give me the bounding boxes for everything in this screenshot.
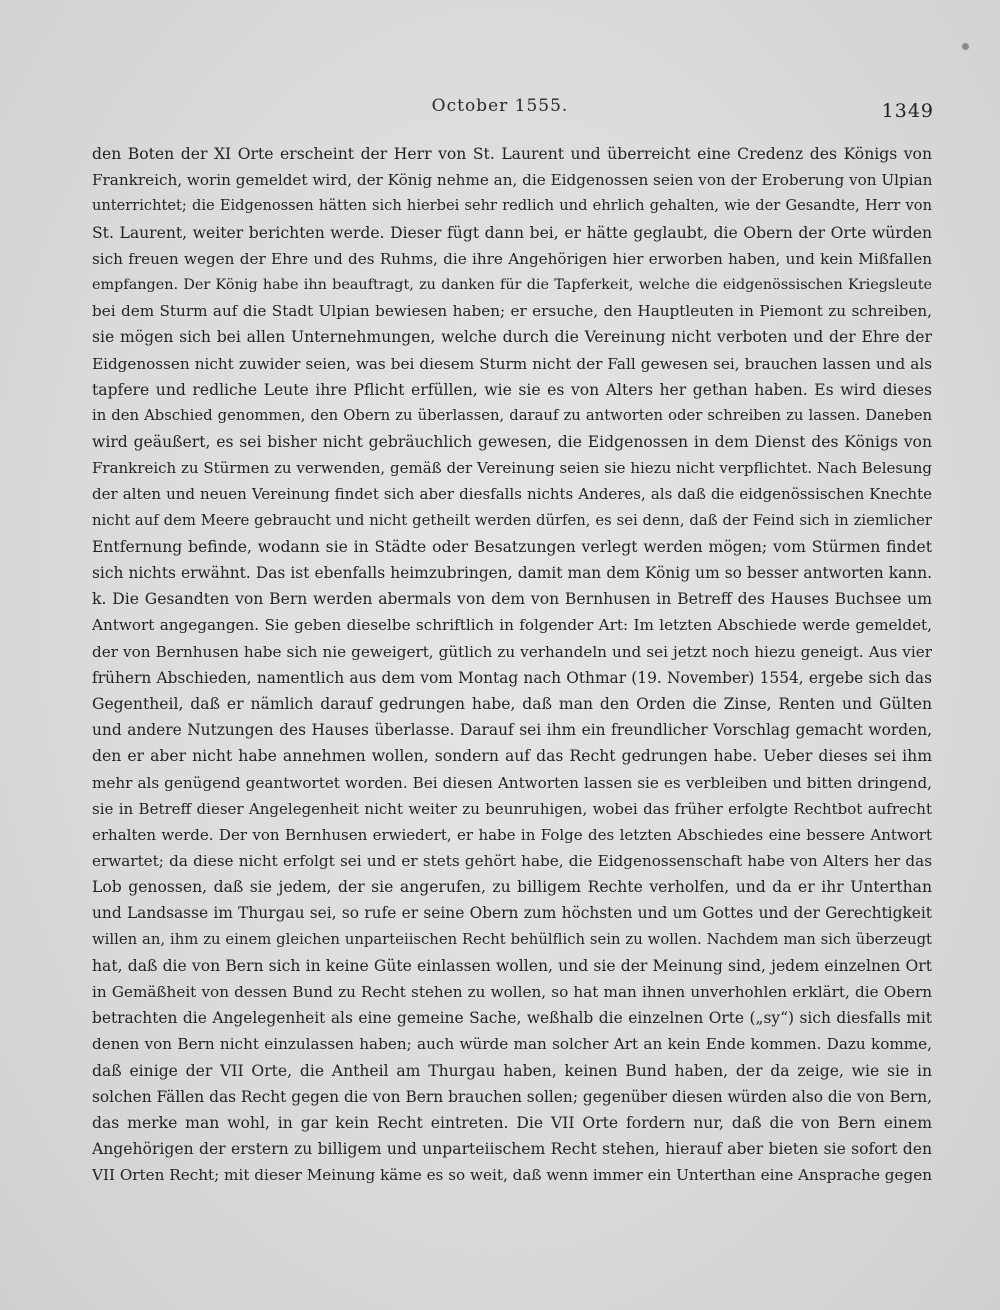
text-line: Frankreich, worin gemeldet wird, der König nehme an, die Eidgenossen seien von der Eroberung von Ulpian	[92, 171, 932, 190]
text-line: Frankreich zu Stürmen zu verwenden, gemäß der Vereinung seien sie hiezu nicht verpflichtet. Nach Belesung	[92, 459, 932, 478]
text-line: Entfernung befinde, wodann sie in Städte oder Besatzungen verlegt werden mögen; vom Stürmen findet	[92, 537, 932, 556]
text-line: nicht auf dem Meere gebraucht und nicht getheilt werden dürfen, es sei denn, daß der Feind sich in ziemlicher	[92, 511, 932, 529]
text-line: in den Abschied genommen, den Obern zu überlassen, darauf zu antworten oder schreiben zu lassen. Daneben	[92, 406, 932, 424]
text-line: solchen Fällen das Recht gegen die von Bern brauchen sollen; gegenüber diesen würden also die von Bern,	[92, 1087, 932, 1106]
text-line: und Landsasse im Thurgau sei, so rufe er seine Obern zum höchsten und um Gottes und der Gerechtigkeit	[92, 904, 932, 923]
text-line: Lob genossen, daß sie jedem, der sie angerufen, zu billigem Rechte verholfen, und da er ihr Unterthan	[92, 878, 932, 897]
text-line: und andere Nutzungen des Hauses überlasse. Darauf sei ihm ein freundlicher Vorschlag gemacht worden,	[92, 721, 932, 740]
text-line: hat, daß die von Bern sich in keine Güte einlassen wollen, und sie der Meinung sind, jedem einzelnen Ort	[92, 956, 932, 975]
text-line: den Boten der XI Orte erscheint der Herr von St. Laurent und überreicht eine Credenz des Königs von	[92, 145, 932, 163]
text-line: den er aber nicht habe annehmen wollen, sondern auf das Recht gedrungen habe. Ueber dieses sei ihm	[92, 747, 932, 766]
running-header-title: October 1555.	[431, 96, 569, 116]
text-line: empfangen. Der König habe ihn beauftragt, zu danken für die Tapferkeit, welche die eidgenössischen Kriegsleute	[92, 276, 932, 293]
text-line: tapfere und redliche Leute ihre Pflicht erfüllen, wie sie es von Alters her gethan haben. Es wird dieses	[92, 380, 932, 399]
text-line: mehr als genügend geantwortet worden. Bei diesen Antworten lassen sie es verbleiben und bitten dringend,	[92, 773, 932, 792]
ink-spot	[962, 43, 969, 50]
text-line: wird geäußert, es sei bisher nicht gebräuchlich gewesen, die Eidgenossen in dem Dienst des Königs von	[92, 433, 932, 452]
text-line: Gegentheil, daß er nämlich darauf gedrungen habe, daß man den Orden die Zinse, Renten und Gülten	[92, 694, 932, 713]
text-line: bei dem Sturm auf die Stadt Ulpian bewiesen haben; er ersuche, den Hauptleuten in Piemont zu schreiben,	[92, 302, 932, 321]
text-line: St. Laurent, weiter berichten werde. Dieser fügt dann bei, er hätte geglaubt, die Obern der Orte würden	[92, 223, 932, 242]
text-line: Eidgenossen nicht zuwider seien, was bei diesem Sturm nicht der Fall gewesen sei, brauchen lassen und als	[92, 354, 932, 373]
text-line: sie mögen sich bei allen Unternehmungen, welche durch die Vereinung nicht verboten und der Ehre der	[92, 328, 932, 347]
text-line: k. Die Gesandten von Bern werden abermals von dem von Bernhusen in Betreff des Hauses Buchsee um	[92, 590, 932, 609]
text-line: Angehörigen der erstern zu billigem und unparteiischem Recht stehen, hierauf aber bieten sie sofort den	[92, 1140, 932, 1159]
text-line: Antwort angegangen. Sie geben dieselbe schriftlich in folgender Art: Im letzten Abschiede werde gemeldet,	[92, 616, 932, 635]
body-text	[92, 141, 932, 1189]
text-line: das merke man wohl, in gar kein Recht eintreten. Die VII Orte fordern nur, daß die von Bern einem	[92, 1113, 932, 1132]
text-line: willen an, ihm zu einem gleichen unparteiischen Recht behülflich sein zu wollen. Nachdem man sich überzeugt	[92, 930, 932, 948]
text-line: frühern Abschieden, namentlich aus dem vom Montag nach Othmar (19. November) 1554, ergebe sich das	[92, 668, 932, 687]
text-line: betrachten die Angelegenheit als eine gemeine Sache, weßhalb die einzelnen Orte („sy“) sich diesfalls mit	[92, 1009, 932, 1028]
text-line: sich freuen wegen der Ehre und des Ruhms, die ihre Angehörigen hier erworben haben, und kein Mißfallen	[92, 249, 932, 268]
text-line: sie in Betreff dieser Angelegenheit nicht weiter zu beunruhigen, wobei das früher erfolgte Rechtbot aufrecht	[92, 799, 932, 818]
text-line: erhalten werde. Der von Bernhusen erwiedert, er habe in Folge des letzten Abschiedes eine bessere Antwort	[92, 825, 932, 844]
text-line: sich nichts erwähnt. Das ist ebenfalls heimzubringen, damit man dem König um so besser antworten kann.	[92, 564, 932, 582]
text-line: in Gemäßheit von dessen Bund zu Recht stehen zu wollen, so hat man ihnen unverhohlen erklärt, die Obern	[92, 983, 932, 1001]
text-line: denen von Bern nicht einzulassen haben; auch würde man solcher Art an kein Ende kommen. Dazu komme,	[92, 1035, 932, 1054]
text-line: unterrichtet; die Eidgenossen hätten sich hierbei sehr redlich und ehrlich gehalten, wie der Gesandte, Herr von	[92, 197, 932, 215]
text-line: der alten und neuen Vereinung findet sich aber diesfalls nichts Anderes, als daß die eidgenössischen Knechte	[92, 485, 932, 504]
text-line: erwartet; da diese nicht erfolgt sei und er stets gehört habe, die Eidgenossenschaft habe von Alters her das	[92, 852, 932, 871]
text-line: VII Orten Recht; mit dieser Meinung käme es so weit, daß wenn immer ein Unterthan eine Ansprache gegen	[92, 1166, 932, 1185]
page-number: 1349	[881, 100, 934, 122]
text-line: daß einige der VII Orte, die Antheil am Thurgau haben, keinen Bund haben, der da zeige, wie sie in	[92, 1061, 932, 1080]
text-line: der von Bernhusen habe sich nie geweigert, gütlich zu verhandeln und sei jetzt noch hiezu geneigt. Aus vier	[92, 642, 932, 661]
